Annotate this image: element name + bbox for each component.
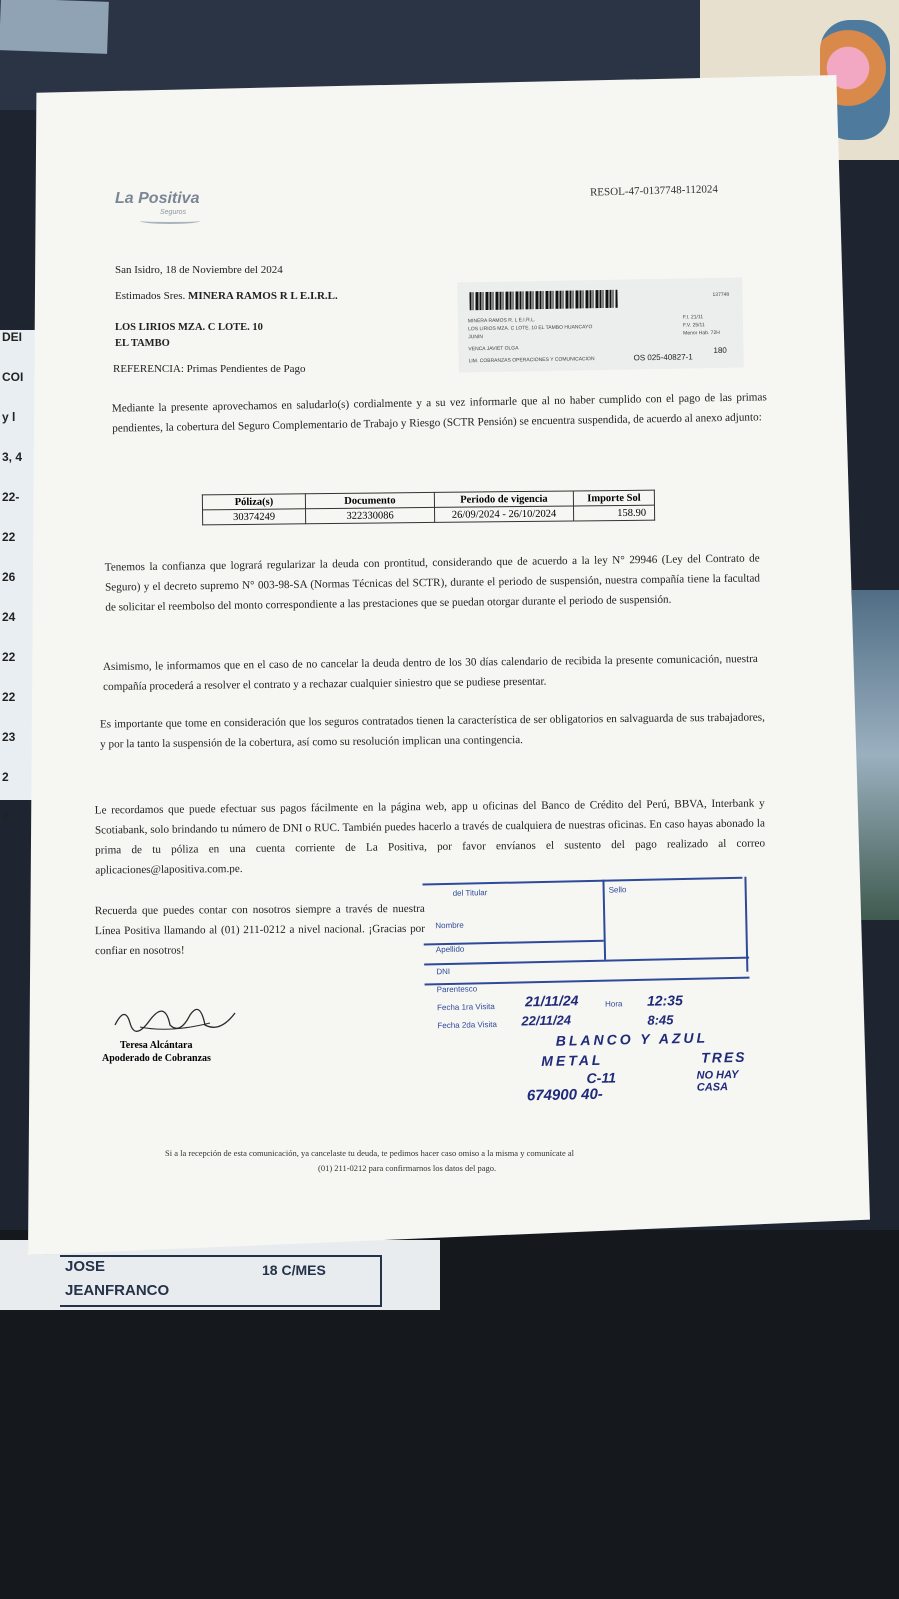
strip-text: 22 <box>2 690 16 704</box>
stamp-label-fecha2: Fecha 2da Visita <box>437 1019 497 1031</box>
signer-name: Teresa Alcántara <box>120 1040 193 1051</box>
stamp-label-sello: Sello <box>608 885 627 895</box>
address-line-1: LOS LIRIOS MZA. C LOTE. 10 <box>115 322 263 333</box>
table-cell: 322330086 <box>306 507 435 523</box>
table-header: Periodo de vigencia <box>434 491 573 507</box>
table-header: Documento <box>305 492 434 508</box>
table-header: Póliza(s) <box>202 494 305 510</box>
paragraph-confidence: Tenemos la confianza que logrará regularizar la deuda con prontitud, considerando que de acuerdo a la ley N° 29946 (Ley del Contrato de Seguro) y el decreto supremo N° 003-98-SA (Normas Técnicas del SCTR), durante el periodo de suspensión, nuestra compañía tiene la facultad de solicitar el reembolso del monto correspondiente a las prestaciones que se puedan otorgar durante el periodo de suspensión. <box>104 552 761 614</box>
greeting <box>115 286 338 307</box>
reference-code: RESOL-47-0137748-112024 <box>589 183 719 199</box>
footer-line-2: (01) 211-0212 para confirmarnos los datos del pago. <box>318 1163 497 1173</box>
company-logo-subtitle: Seguros <box>160 209 187 216</box>
paragraph-warning: Asimismo, le informamos que en el caso de no cancelar la deuda dentro de los 30 días calendario de recibida la presente comunicación, nuestra compañía procederá a resolver el contrato y a rechazar cualquier siniestro que se pudiese presentar. <box>102 653 758 693</box>
policy-table <box>202 490 655 526</box>
stamp-label-hora: Hora <box>604 999 623 1009</box>
handwritten-block: C-11 <box>586 1069 617 1087</box>
table-header: Importe Sol <box>573 490 654 506</box>
handwritten-time-1: 12:35 <box>646 992 683 1009</box>
logo-swoosh-icon <box>140 218 200 224</box>
strip-text: 24 <box>2 610 16 624</box>
strip-text: 3, 4 <box>2 450 23 464</box>
label-fi: F.I. 21/11 <box>682 314 704 321</box>
background-card <box>0 0 109 54</box>
stamp-line <box>424 957 749 966</box>
company-name: MINERA RAMOS R L E.I.R.L. <box>188 290 338 302</box>
handwritten-material: METAL <box>541 1051 604 1070</box>
label-address: LOS LIRIOS MZA. C LOTE. 10 EL TAMBO HUANCAYO <box>468 324 593 333</box>
greeting-prefix: Estimados Sres. <box>115 290 186 302</box>
board-name-jeanfranco: JEANFRANCO <box>65 1282 170 1299</box>
signature-icon <box>110 995 240 1040</box>
footer-line-1: Si a la recepción de esta comunicación, ya cancelaste tu deuda, te pedimos hacer caso omiso a la misma y comunícate al <box>165 1148 575 1158</box>
stamp-label-parentesco: Parentesco <box>436 984 478 995</box>
table-cell: 30374249 <box>203 509 306 525</box>
strip-text: 22 <box>2 530 16 544</box>
handwritten-time-2: 8:45 <box>647 1012 674 1028</box>
strip-text: 2 <box>2 810 9 824</box>
handwritten-color: BLANCO Y AZUL <box>555 1029 709 1049</box>
label-number: 137748 <box>712 291 730 299</box>
label-contact: VENCA JAVIET OLGA <box>468 345 519 353</box>
board-rate: 18 C/MES <box>262 1262 326 1278</box>
board-name-jose: JOSE <box>65 1258 106 1275</box>
strip-text: 26 <box>2 570 16 584</box>
stamp-label-apellido: Apellido <box>435 944 465 955</box>
strip-text: 22 <box>2 650 16 664</box>
handwritten-phone: 674900 40- <box>526 1085 604 1105</box>
handwritten-floors: TRES <box>701 1048 747 1066</box>
label-fv: F.V. 25/11 <box>682 322 705 329</box>
letter-subject: REFERENCIA: Primas Pendientes de Pago <box>113 363 306 375</box>
strip-text: DEI <box>2 330 23 344</box>
strip-text: COI <box>2 370 24 384</box>
label-os-code: OS 025-40827-1 <box>633 352 693 363</box>
address-line-2: EL TAMBO <box>115 338 170 349</box>
background-calendar-strip <box>0 330 36 824</box>
paragraph-contact: Recuerda que puedes contar con nosotros siempre a través de nuestra Línea Positiva llamando al (01) 211-0212 a nivel nacional. ¡Gracias por confiar en nosotros! <box>94 902 426 958</box>
paragraph-importance: Es importante que tome en consideración que los seguros contratados tienen la característica de ser obligatorios en salvaguarda de sus trabajadores, y por la tanto la suspensión de la cobertura, así como su resolución implican una contingencia. <box>99 711 765 751</box>
whiteboard-grid <box>60 1255 382 1307</box>
company-logo: La Positiva <box>115 190 200 207</box>
label-dept: LIM. COBRANZAS OPERACIONES Y COMUNICACION <box>468 356 595 365</box>
stamp-label-fecha1: Fecha 1ra Visita <box>436 1001 495 1013</box>
stamp-label-nombre: Nombre <box>435 920 464 931</box>
barcode-icon <box>469 290 617 311</box>
strip-text: 22- <box>2 490 20 504</box>
paragraph-payment: Le recordamos que puede efectuar sus pagos fácilmente en la página web, app u oficinas del Banco de Crédito del Perú, BBVA, Interbank y Scotiabank, solo brindando tu número de DNI o RUC. También puedes hacerlo a través de cualquiera de nuestras oficinas. En caso hayas abonado la prima de tu póliza en una cuenta corriente de La Positiva, por favor envíanos el sustento del pago realizado al correo aplicaciones@lapositiva.com.pe. <box>94 797 766 877</box>
handwritten-date-1: 21/11/24 <box>524 992 579 1010</box>
mailing-label <box>457 278 744 373</box>
handwritten-date-2: 22/11/24 <box>521 1012 572 1029</box>
letter-date: San Isidro, 18 de Noviembre del 2024 <box>115 264 283 276</box>
label-name: MINERA RAMOS R. L E.I.R.L. <box>467 317 536 325</box>
stamp-line <box>602 880 606 960</box>
signer-role: Apoderado de Cobranzas <box>102 1053 211 1064</box>
paragraph-notice: Mediante la presente aprovechamos en saludarlo(s) cordialmente y a su vez informarle que al no haber cumplido con el pago de las primas pendientes, la cobertura del Seguro Complementario de Trabajo y Riesgo (SCTR Pensión) se encuentra suspendida, de acuerdo al anexo adjunto: <box>111 391 767 435</box>
label-hours: Menor Hab. 72H <box>683 329 720 337</box>
label-region: JUNIN <box>468 334 483 341</box>
label-os-number: 180 <box>713 345 727 356</box>
strip-text: y l <box>2 410 16 424</box>
visit-stamp <box>422 877 757 1129</box>
handwritten-note: NO HAY CASA <box>696 1068 739 1094</box>
table-cell: 26/09/2024 - 26/10/2024 <box>434 506 573 522</box>
stamp-label-dni: DNI <box>436 966 451 977</box>
strip-text: 2 <box>2 770 9 784</box>
table-cell: 158.90 <box>573 505 654 521</box>
strip-text: 23 <box>2 730 16 744</box>
stamp-label-titular: del Titular <box>452 888 488 898</box>
